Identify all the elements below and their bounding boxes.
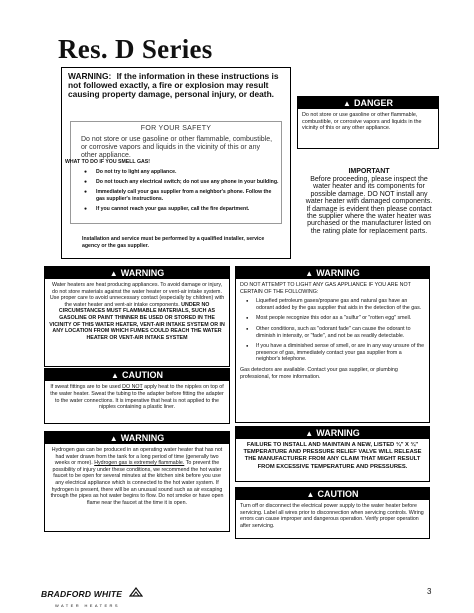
warning-triangle-icon: ▲: [305, 429, 314, 438]
caution-electrical-text: Turn off or disconnect the electrical power supply to the water heater before servicing. Label all wires prior to disconnection when servicing controls. Wiring errors can cause improper and dangerous operation. Verify proper operation after servicing.: [240, 503, 424, 529]
warning-heat-bold-text: UNDER NO CIRCUMSTANCES MUST FLAMMABLE MATERIALS, SUCH AS GASOLINE OR PAINT THINNER BE USED OR STORED IN THE VICINITY OF THIS WATER HEATER, VENT-AIR INTAKE SYSTEM OR IN ANY LOCATION FROM WHICH FUMES COULD REACH THE WATER HEATER OR VENT-AIR INTAKE SYSTEM: [49, 301, 225, 341]
safety-title: FOR YOUR SAFETY: [140, 125, 212, 132]
caution-sweat-body: [45, 381, 229, 414]
bradford-white-logo-mark: [129, 584, 143, 602]
warning-heat-body: [45, 279, 229, 344]
caution-sweat-header: [45, 369, 229, 381]
brand-logo: [41, 584, 143, 608]
caution-electrical-box: [235, 487, 430, 539]
warning-hydrogen-body: [45, 444, 229, 509]
list-item: ● Do not try to light any appliance.: [84, 169, 280, 176]
caution-sweat-text-b: apply heat to the nipples on top of the water heater. Sweat the tubing to the adapter before fitting the adapter to the water connections. It is imperative that heat is not applied to the nipples containing a plastic liner.: [50, 384, 224, 411]
warning-heat-box: [44, 266, 230, 367]
main-warning-box: [61, 67, 291, 259]
warning-triangle-icon: ▲: [306, 490, 315, 499]
caution-sweat-do-not: DO NOT: [122, 384, 143, 390]
warning-triangle-icon: ▲: [109, 434, 118, 443]
warning-triangle-icon: ▲: [305, 269, 314, 278]
warning-gas-closing: Gas detectors are available. Contact your gas supplier, or plumbing professional, for more information.: [240, 366, 398, 380]
important-text: Before proceeding, please inspect the water heater and its components for possible damage. DO NOT install any water heater with damaged components. If damage is evident then please contact the supplier where the water heater was purchased or the manufacturer listed on the rating plate for replacement parts.: [305, 176, 433, 235]
important-title: IMPORTANT: [348, 168, 390, 175]
brand-subtitle: WATER HEATERS: [55, 603, 120, 609]
warning-hydrogen-text-a: Hydrogen gas can be produced in an operating water heater that has not had water drawn from the tank for a long period of time (generally two weeks or more).: [51, 447, 223, 467]
warning-relief-header: [236, 427, 429, 439]
brand-name: BRADFORD WHITE: [41, 589, 123, 600]
warning-heat-header-label: WARNING: [120, 268, 165, 278]
list-item: ● If you cannot reach your gas supplier, call the fire department.: [84, 206, 280, 213]
list-item: ● Liquefied petroleum gases/propane gas and natural gas have an odorant added by the gas supplier that aids in the detection of the gas.: [240, 298, 425, 311]
warning-hydrogen-box: [44, 431, 230, 532]
warning-heat-header: [45, 267, 229, 279]
danger-box: [297, 96, 439, 149]
warning-hydrogen-header-label: WARNING: [120, 433, 165, 443]
list-item: ● Immediately call your gas supplier from a neighbor's phone. Follow the gas supplier's instructions.: [84, 189, 280, 202]
page-title: Res. D Series: [58, 34, 213, 64]
caution-sweat-header-label: CAUTION: [121, 370, 163, 380]
caution-sweat-text-a: If sweat fittings are to be used: [50, 384, 121, 390]
warning-gas-header-label: WARNING: [316, 268, 360, 278]
caution-sweat-box: [44, 368, 230, 424]
main-warning-text: If the information in these instructions is not followed exactly, a fire or explosion may result causing property damage, personal injury, or death.: [68, 71, 279, 100]
danger-text: Do not store or use gasoline or other flammable, combustible, or corrosive vapors and liquids in the vicinity of this or any other appliance.: [302, 112, 422, 132]
warning-triangle-icon: ▲: [343, 99, 351, 108]
warning-relief-header-label: WARNING: [316, 428, 360, 438]
warning-gas-body: [236, 279, 429, 383]
safety-text: Do not store or use gasoline or other flammable, combustible, or corrosive vapors and liquids in the vicinity of this or any other appliance.: [81, 136, 273, 159]
warning-relief-box: [235, 426, 430, 482]
list-item: ● Other conditions, such as "odorant fade" can cause the odorant to diminish in intensity, or "fade", and not be as readily detectable.: [240, 326, 425, 339]
page-number: 3: [427, 587, 432, 596]
main-warning-header: [62, 68, 290, 100]
warning-gas-intro: DO NOT ATTEMPT TO LIGHT ANY GAS APPLIANCE IF YOU ARE NOT CERTAIN OF THE FOLLOWING:: [240, 282, 411, 295]
main-warning-label: WARNING:: [68, 71, 112, 81]
important-section: [303, 168, 435, 235]
install-note: Installation and service must be performed by a qualified installer, service agency or the gas supplier.: [82, 236, 265, 249]
list-item: ● If you have a diminished sense of smell, or are in any way unsure of the presence of gas, immediately contact your gas supplier from a neighbor's telephone.: [240, 343, 425, 363]
warning-hydrogen-header: [45, 432, 229, 444]
what-to-do-heading: WHAT TO DO IF YOU SMELL GAS!: [65, 159, 150, 165]
warning-triangle-icon: ▲: [111, 371, 119, 380]
warning-relief-text: FAILURE TO INSTALL AND MAINTAIN A NEW, LISTED ¾" X ¾" TEMPERATURE AND PRESSURE RELIEF VALVE WILL RELEASE THE MANUFACTURER FROM ANY CLAIM THAT MIGHT RESULT FROM EXCESSIVE TEMPERATURE AND PRESSURES.: [243, 442, 422, 470]
warning-hydrogen-flammable: Hydrogen gas is extremely flammable.: [94, 460, 185, 467]
warning-gas-header: [236, 267, 429, 279]
gas-smell-steps: [84, 169, 280, 216]
warning-triangle-icon: ▲: [109, 269, 118, 278]
danger-header: [298, 97, 438, 109]
warning-hydrogen-text-b: To prevent the possibility of injury under these conditions, we recommend the hot water faucet to be open for several minutes at the kitchen sink before you use any electrical appliance which is connected to the hot water system. If hydrogen is present, there will be an unusual sound such as air escaping through the pipes as hot water begins to flow. Do not smoke or have open flame near the faucet at the time it is open.: [50, 460, 224, 506]
list-item: ● Most people recognize this odor as a "sulfur" or "rotten egg" smell.: [240, 315, 425, 322]
caution-electrical-header: [236, 488, 429, 500]
warning-heat-text: Water heaters are heat producing appliances. To avoid damage or injury, do not store materials against the water heater or vent-air intake system. Use proper care to avoid unnecessary contact (especially by children) with the water heater and vent-air intake components.: [49, 282, 225, 308]
list-item: ● Do not touch any electrical switch; do not use any phone in your building.: [84, 179, 280, 186]
warning-gas-list: [240, 298, 425, 363]
danger-header-label: DANGER: [353, 98, 393, 108]
warning-gas-box: [235, 266, 430, 423]
caution-electrical-header-label: CAUTION: [317, 489, 359, 499]
